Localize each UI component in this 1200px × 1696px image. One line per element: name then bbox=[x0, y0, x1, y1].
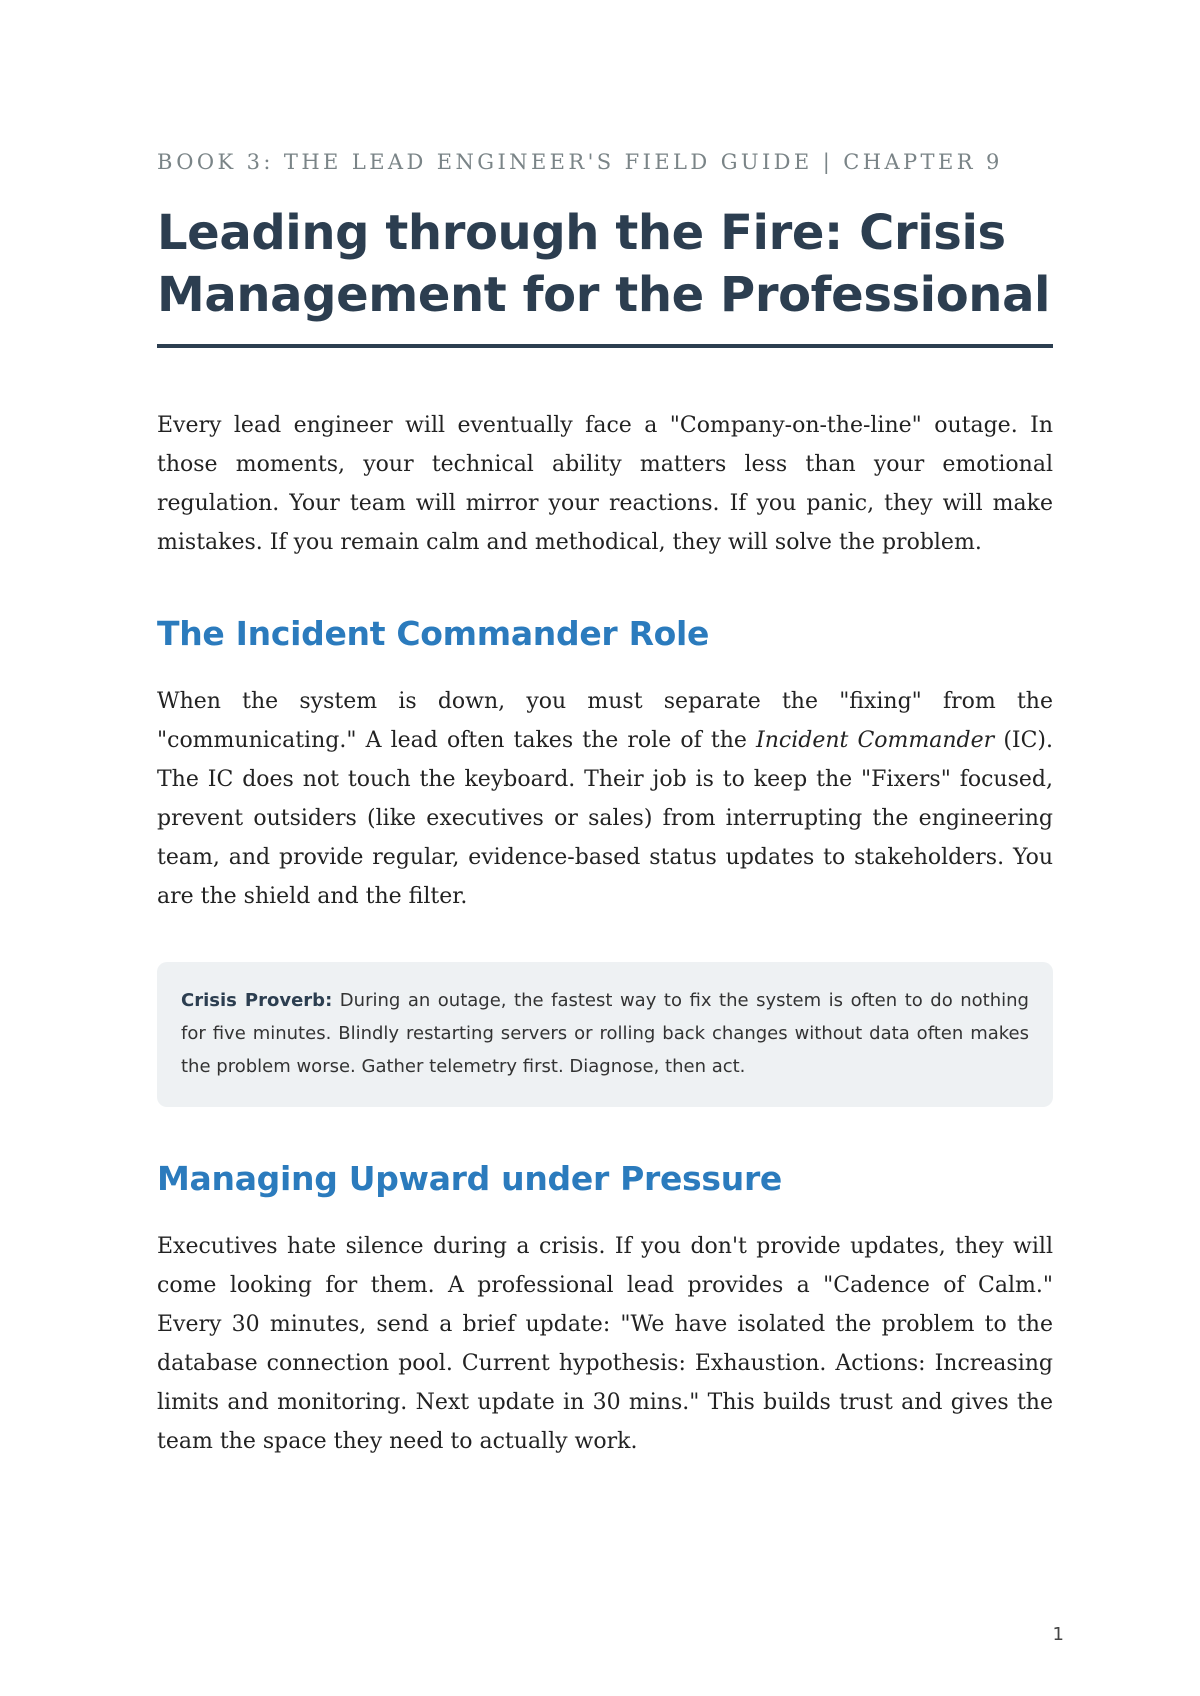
managing-upward-paragraph: Executives hate silence during a crisis. If you don't provide updates, they will come looking for them. A professional lead provides a "Cadence of Calm." Every 30 minutes, send a brief update: "We have isolated the problem to the database connection pool. Current hypothesis: Exhaustion. Actions: Increasing limits and monitoring. Next update in 30 mins." This builds trust and gives the team the space they need to actually work. bbox=[157, 1234, 1053, 1454]
callout-text: During an outage, the fastest way to fix the system is often to do nothing for five minutes. Blindly restarting servers or rolling back changes without data often makes the problem worse. Gather telemetry first. Diagnose, then act. bbox=[181, 990, 1029, 1077]
section-heading-incident-commander: The Incident Commander Role bbox=[157, 614, 710, 653]
paragraph-text: When the system is down, you must separate the "fixing" from the "communicating." A lead often takes the role of the bbox=[157, 689, 1053, 753]
incident-commander-paragraph bbox=[157, 682, 1053, 916]
callout-label: Crisis Proverb: bbox=[181, 990, 333, 1011]
paragraph-text: (IC). The IC does not touch the keyboard. Their job is to keep the "Fixers" focused, prevent outsiders (like executives or sales) from interrupting the engineering team, and provide regular, evidence-based status updates to stakeholders. You are the shield and the filter. bbox=[157, 728, 1053, 909]
intro-paragraph: Every lead engineer will eventually face a "Company-on-the-line" outage. In those moments, your technical ability matters less than your emotional regulation. Your team will mirror your reactions. If you panic, they will make mistakes. If you remain calm and methodical, they will solve the problem. bbox=[157, 413, 1053, 555]
section-heading-managing-upward: Managing Upward under Pressure bbox=[157, 1159, 782, 1198]
page-number: 1 bbox=[1052, 1624, 1064, 1645]
chapter-title: Leading through the Fire: Crisis Management for the Professional bbox=[157, 202, 1053, 348]
incident-commander-emphasis: Incident Commander bbox=[756, 728, 995, 753]
book-chapter-header: BOOK 3: THE LEAD ENGINEER'S FIELD GUIDE | CHAPTER 9 bbox=[157, 150, 1003, 174]
document-page bbox=[157, 150, 1053, 1461]
crisis-proverb-callout bbox=[157, 962, 1053, 1107]
